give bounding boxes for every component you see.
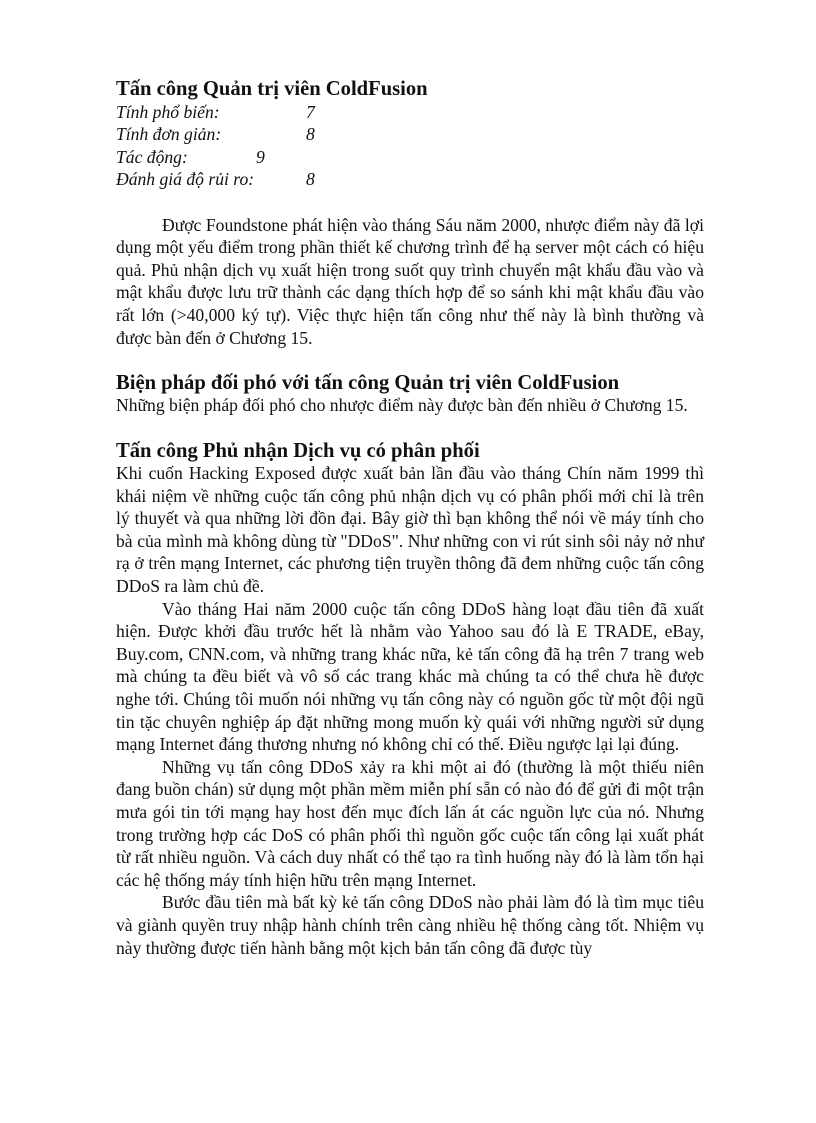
metric-label: Tính phổ biến:	[116, 101, 220, 122]
paragraph-ddos-intro: Khi cuốn Hacking Exposed được xuất bản lần đầu vào tháng Chín năm 1999 thì khái niệm về những cuộc tấn công phủ nhận dịch vụ có phân phối mới chỉ là trên lý thuyết và qua những lời đồn đại. Bây giờ thì bạn không thể nói về máy tính cho bà của mình mà không dùng từ "DDoS". Như những con vi rút sinh sôi nảy nở như rạ ở trên mạng Internet, các phương tiện truyền thông đã đem những cuộc tấn công DDoS ra làm chủ đề.	[116, 463, 704, 597]
metric-value: 9	[256, 146, 265, 167]
section-heading-countermeasure: Biện pháp đối phó với tấn công Quản trị viên ColdFusion	[116, 371, 620, 394]
section-heading-coldfusion-admin-attack: Tấn công Quản trị viên ColdFusion	[116, 78, 428, 100]
metric-popularity	[116, 101, 704, 124]
metric-value: 7	[306, 101, 315, 122]
metric-simplicity	[116, 123, 704, 146]
paragraph-ddos-first-step: Bước đầu tiên mà bất kỳ kẻ tấn công DDoS nào phải làm đó là tìm mục tiêu và giành quyền truy nhập hành chính trên càng nhiều hệ thống càng tốt. Nhiệm vụ này thường được tiến hành bằng một kịch bản tấn công đã được tùy	[116, 892, 704, 958]
paragraph-coldfusion-description: Được Foundstone phát hiện vào tháng Sáu năm 2000, nhược điểm này đã lợi dụng một yếu điểm trong phần thiết kế chương trình để hạ server một cách có hiệu quả. Phủ nhận dịch vụ xuất hiện trong suốt quy trình chuyển mật khẩu đầu vào và mật khẩu được lưu trữ thành các dạng thích hợp để so sánh khi mật khẩu đầu vào rất lớn (>40,000 ký tự). Việc thực hiện tấn công như thế này là bình thường và được bàn đến ở Chương 15.	[116, 214, 704, 348]
metric-label: Tính đơn giản:	[116, 124, 222, 145]
section-heading-ddos: Tấn công Phủ nhận Dịch vụ có phân phối	[116, 439, 480, 462]
paragraph-countermeasure: Những biện pháp đối phó cho nhược điểm này được bàn đến nhiều ở Chương 15.	[116, 395, 688, 416]
spacer	[116, 191, 704, 214]
metric-value: 8	[306, 169, 315, 190]
metric-label: Đánh giá độ rủi ro:	[116, 169, 255, 190]
risk-rating-table	[116, 101, 704, 191]
paragraph-ddos-definition: Những vụ tấn công DDoS xảy ra khi một ai đó (thường là một thiếu niên đang buồn chán) sử dụng một phần mềm miễn phí sẵn có nào đó để gửi đi một trận mưa gói tin tới mạng hay host đến mục đích lấn át các nguồn lực của nó. Nhưng trong trường hợp các DoS có phân phối thì nguồn gốc cuộc tấn công lại xuất phát từ rất nhiều nguồn. Và cách duy nhất có thể tạo ra tình huống này đó là làm tổn hại các hệ thống máy tính hiện hữu trên mạng Internet.	[116, 756, 704, 890]
spacer	[116, 417, 704, 440]
metric-risk-rating	[116, 168, 704, 191]
spacer	[116, 349, 704, 372]
metric-label: Tác động:	[116, 146, 188, 167]
document-page	[116, 78, 704, 959]
metric-impact	[116, 146, 704, 169]
metric-value: 8	[306, 124, 315, 145]
paragraph-ddos-february-2000: Vào tháng Hai năm 2000 cuộc tấn công DDoS hàng loạt đầu tiên đã xuất hiện. Được khởi đầu trước hết là nhằm vào Yahoo sau đó là E TRADE, eBay, Buy.com, CNN.com, và những trang khác nữa, kẻ tấn công đã hạ trên 7 trang web mà chúng ta đều biết và vô số các trang khác mà chúng ta có thể chưa hề được nghe tới. Chúng tôi muốn nói những vụ tấn công này có nguồn gốc từ một đội ngũ tin tặc chuyên nghiệp áp đặt những mong muốn kỳ quái với những người sử dụng mạng Internet đáng thương nhưng nó không chỉ có thế. Điều ngược lại lại đúng.	[116, 598, 704, 755]
